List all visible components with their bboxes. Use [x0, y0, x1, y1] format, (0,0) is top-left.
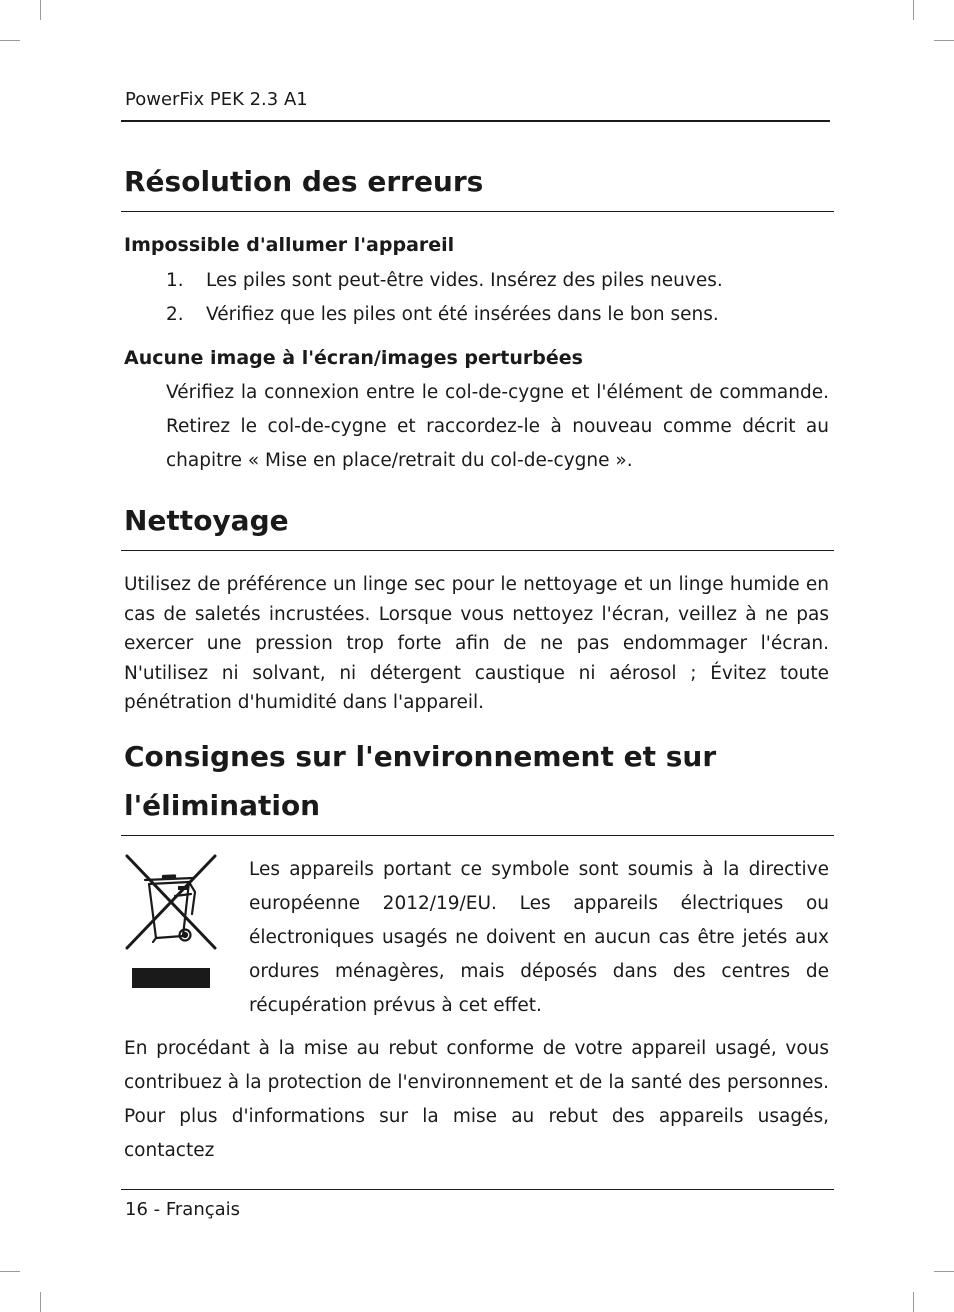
symbol-text: Les appareils portant ce symbole sont soumis à la directive européenne 2012/19/EU. Les appareils électriques ou électroniques usagés ne doivent en aucun cas être jetés aux ordures ménagères, mais déposés dans des centres de récupération prévus à cet effet. — [249, 859, 829, 1016]
environment-text: En procédant à la mise au rebut conforme de votre appareil usagé, vous contribuez à la protection de l'environnement et de la santé des personnes. Pour plus d'informations sur la mise au rebut des appareils usagés, contactez — [124, 1038, 829, 1161]
list-text: Vérifiez que les piles ont été insérées dans le bon sens. — [206, 304, 719, 325]
cleaning-title: Nettoyage — [124, 504, 289, 537]
section-rule — [121, 835, 834, 836]
environment-title-line2: l'élimination — [124, 789, 321, 822]
section-rule — [121, 550, 834, 551]
crop-mark — [934, 1271, 954, 1272]
list-text: Les piles sont peut-être vides. Insérez des piles neuves. — [206, 270, 723, 291]
running-head: PowerFix PEK 2.3 A1 — [125, 89, 308, 110]
crop-mark — [913, 0, 914, 20]
problem-text: Vérifiez la connexion entre le col-de-cygne et l'élément de commande. Retirez le col-de-cygne et raccordez-le à nouveau comme décrit au chapitre « Mise en place/retrait du col-de-cygne ». — [166, 382, 829, 471]
crossed-out-wheelie-bin-icon — [123, 852, 219, 992]
environment-title-line1: Consignes sur l'environnement et sur — [124, 740, 717, 773]
cleaning-text: Utilisez de préférence un linge sec pour le nettoyage et un linge humide en cas de saletés incrustées. Lorsque vous nettoyez l'écran, veillez à ne pas exercer une pression trop forte afin de ne pas endommager l'écran. N'utilisez ni solvant, ni détergent caustique ni aérosol ; Évitez toute pénétration d'humidité dans l'appareil. — [124, 574, 829, 713]
crop-mark — [0, 40, 20, 41]
header-rule — [121, 120, 830, 122]
footer-rule — [121, 1189, 834, 1190]
list-number: 2. — [166, 304, 184, 325]
list-number: 1. — [166, 270, 184, 291]
section-rule — [121, 211, 834, 212]
problem-title: Impossible d'allumer l'appareil — [124, 234, 455, 256]
crop-mark — [934, 40, 954, 41]
troubleshooting-title: Résolution des erreurs — [124, 165, 484, 198]
crop-mark — [0, 1271, 20, 1272]
crop-mark — [40, 1292, 41, 1312]
page-number: 16 - Français — [125, 1199, 241, 1220]
problem-title: Aucune image à l'écran/images perturbées — [124, 347, 583, 369]
crop-mark — [40, 0, 41, 20]
crop-mark — [913, 1292, 914, 1312]
